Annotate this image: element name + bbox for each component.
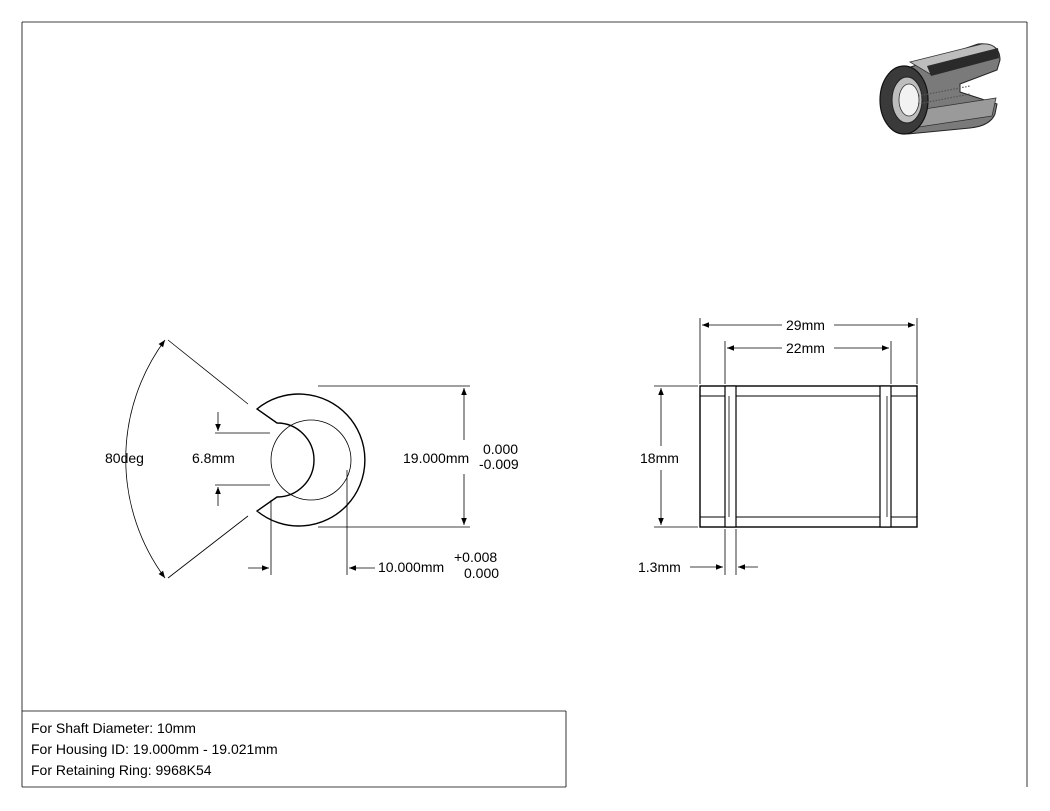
outer-diameter-tol-upper: 0.000 xyxy=(483,441,519,457)
slot-dimension xyxy=(192,412,270,506)
notes-block xyxy=(31,720,278,778)
overall-length-label: 29mm xyxy=(786,317,825,333)
groove-spacing-dimension xyxy=(725,340,891,384)
slot-width-label: 6.8mm xyxy=(192,450,235,466)
side-view xyxy=(700,386,917,527)
inner-diameter-tol-upper: +0.008 xyxy=(454,549,498,565)
note-retaining-ring: For Retaining Ring: 9968K54 xyxy=(31,762,212,778)
groove-width-dimension xyxy=(638,529,758,575)
outer-diameter-label: 19.000mm xyxy=(403,450,470,466)
bearing-c-profile xyxy=(257,394,365,526)
groove-spacing-label: 22mm xyxy=(786,340,825,356)
inner-diameter-tol-lower: 0.000 xyxy=(464,565,500,581)
inner-diameter-label: 10.000mm xyxy=(378,559,445,575)
side-height-label: 18mm xyxy=(640,450,679,466)
side-height-dimension xyxy=(640,386,698,527)
front-view xyxy=(257,394,365,526)
note-shaft-diameter: For Shaft Diameter: 10mm xyxy=(31,720,196,736)
groove-width-label: 1.3mm xyxy=(638,559,681,575)
outer-diameter-tol-lower: -0.009 xyxy=(479,456,519,472)
bearing-3d-render xyxy=(880,44,1000,134)
angle-label: 80deg xyxy=(105,450,144,466)
note-housing-id: For Housing ID: 19.000mm - 19.021mm xyxy=(31,741,278,757)
